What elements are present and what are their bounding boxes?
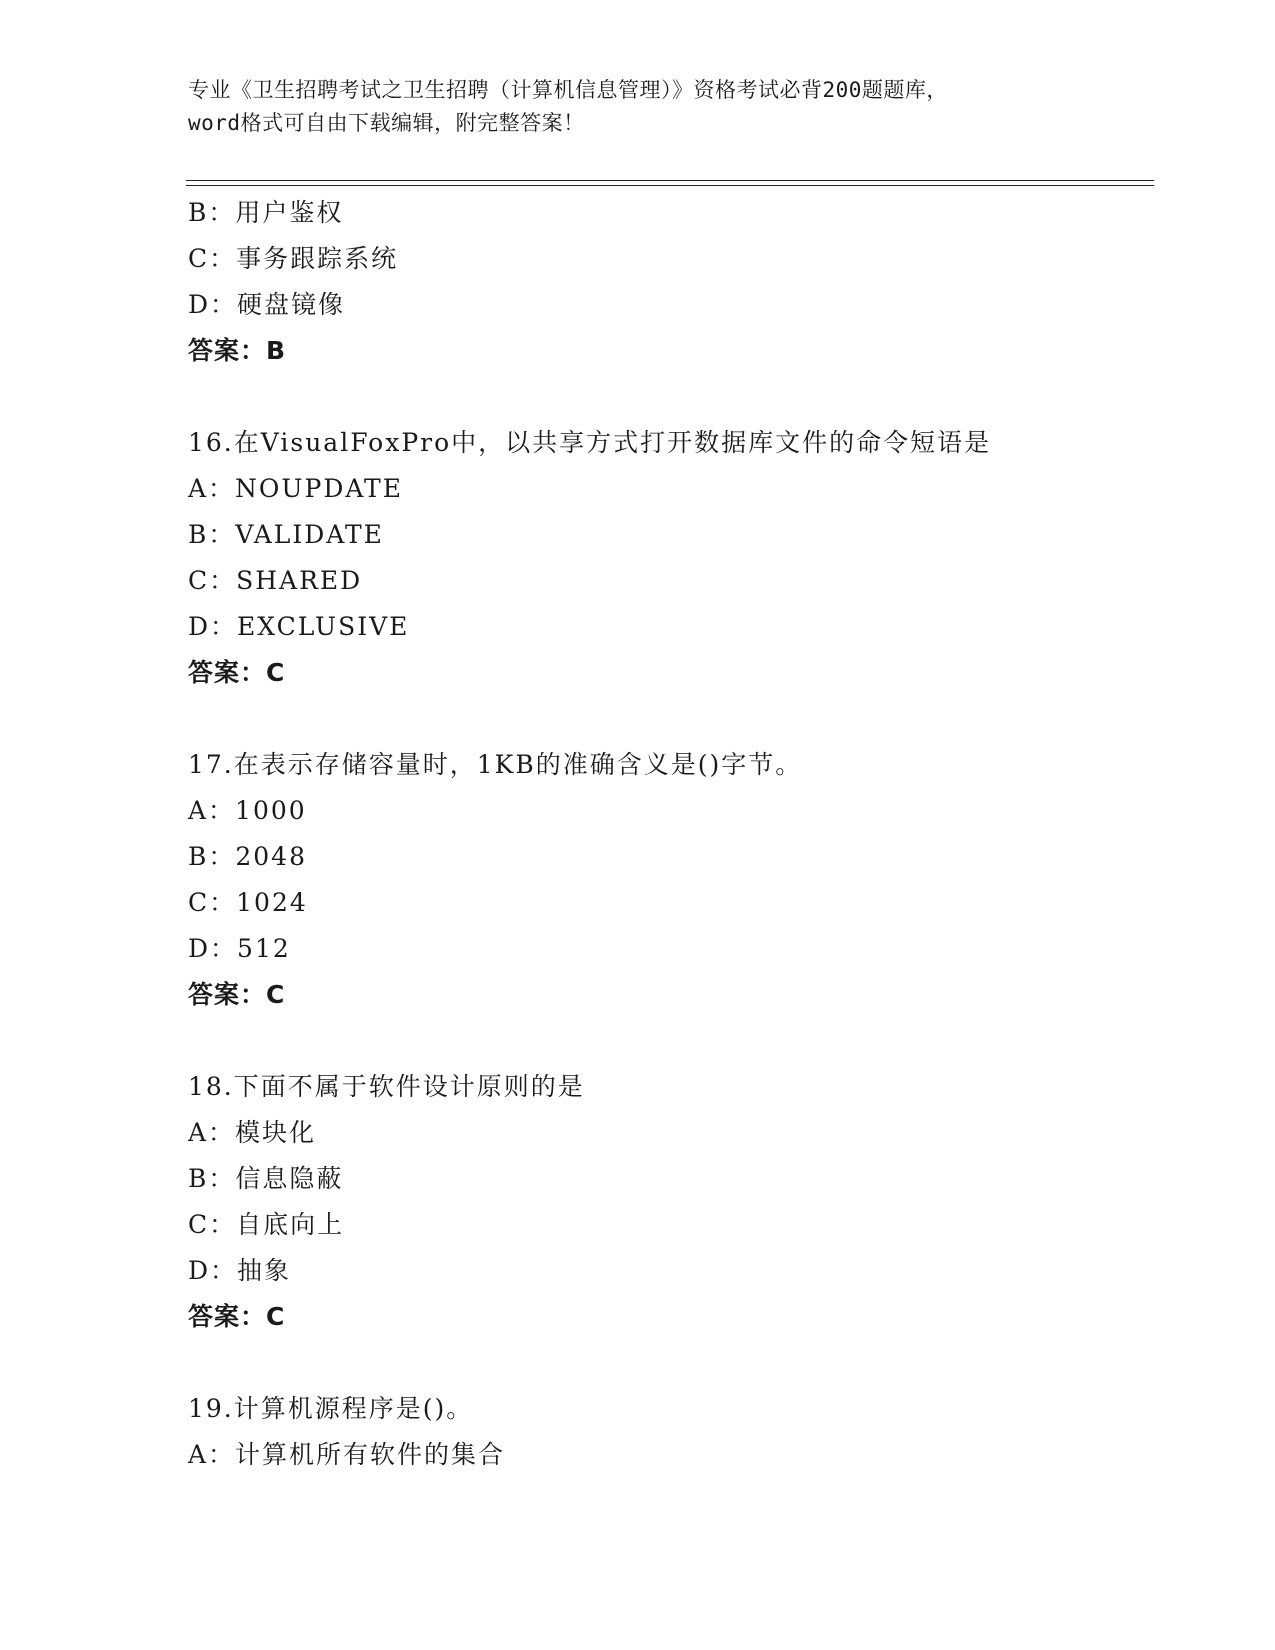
prev-question-tail [188, 190, 1148, 374]
question-list [188, 190, 1148, 1478]
option-a: A：1000 [188, 796, 307, 825]
option-b: B：2048 [188, 842, 307, 871]
answer: 答案：C [188, 658, 286, 687]
page-header [188, 74, 1088, 140]
option-a: A：NOUPDATE [188, 474, 403, 503]
option-a: A：计算机所有软件的集合 [188, 1440, 506, 1469]
question-17 [188, 742, 1148, 1018]
answer: 答案：B [188, 336, 287, 365]
option-d: D：EXCLUSIVE [188, 612, 410, 641]
option-c: C：自底向上 [188, 1210, 345, 1239]
question-text: 19.计算机源程序是()。 [188, 1394, 474, 1423]
option-d: D：硬盘镜像 [188, 290, 346, 319]
option-a: A：模块化 [188, 1118, 317, 1147]
option-c: C：SHARED [188, 566, 363, 595]
question-text: 16.在VisualFoxPro中，以共享方式打开数据库文件的命令短语是 [188, 428, 992, 457]
header-rule-top [186, 180, 1154, 181]
answer: 答案：C [188, 1302, 286, 1331]
option-b: B：信息隐蔽 [188, 1164, 344, 1193]
header-line-1: 专业《卫生招聘考试之卫生招聘（计算机信息管理）》资格考试必背200题题库， [188, 78, 948, 102]
option-c: C：事务跟踪系统 [188, 244, 399, 273]
option-d: D：抽象 [188, 1256, 292, 1285]
question-text: 18.下面不属于软件设计原则的是 [188, 1072, 585, 1101]
option-b: B：VALIDATE [188, 520, 384, 549]
answer: 答案：C [188, 980, 286, 1009]
question-text: 17.在表示存储容量时，1KB的准确含义是()字节。 [188, 750, 803, 779]
option-c: C：1024 [188, 888, 308, 917]
option-d: D：512 [188, 934, 291, 963]
question-18 [188, 1064, 1148, 1340]
option-b: B：用户鉴权 [188, 198, 344, 227]
question-16 [188, 420, 1148, 696]
header-rule-bottom [186, 185, 1154, 186]
header-line-2: word格式可自由下载编辑，附完整答案！ [188, 111, 585, 135]
question-19 [188, 1386, 1148, 1478]
